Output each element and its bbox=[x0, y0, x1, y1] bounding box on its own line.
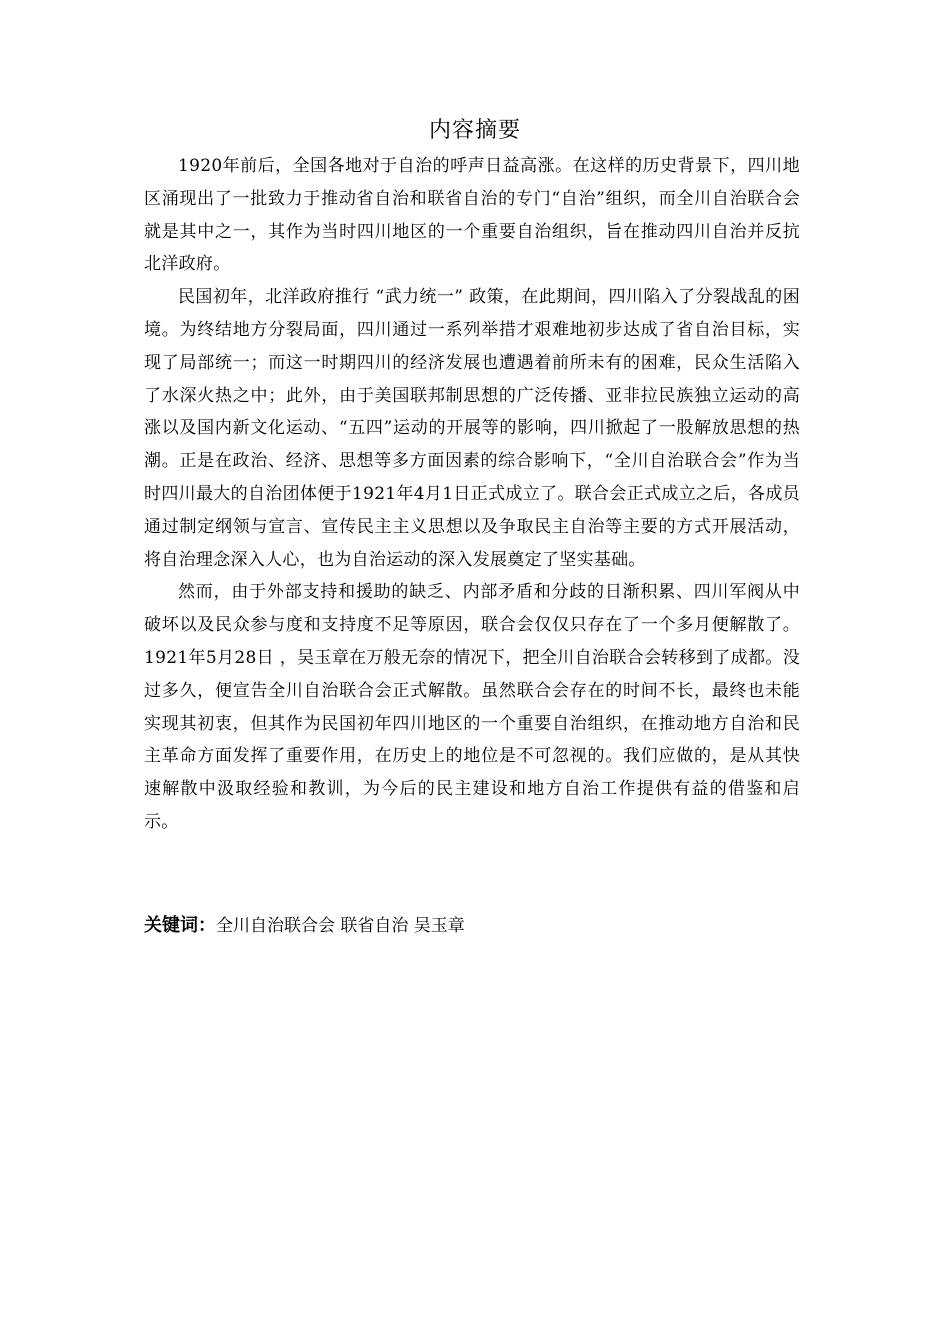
keywords-value: 全川自治联合会 联省自治 吴玉章 bbox=[216, 916, 465, 936]
abstract-paragraph-3: 然而，由于外部支持和援助的缺乏、内部矛盾和分歧的日渐积累、四川军阀从中破坏以及民众参与度和支持度不足等原因，联合会仅仅只存在了一个多月便解散了。1921年5月28日 ，吴玉章在万般无奈的情况下，把全川自治联合会转移到了成都。没过多久，便宣告全川自治联合会正式解散。虽然联合会存在的时间不长，最终也未能实现其初衷，但其作为民国初年四川地区的一个重要自治组织，在推动地方自治和民主革命方面发挥了重要作用，在历史上的地位是不可忽视的。我们应做的，是从其快速解散中汲取经验和教训，为今后的民主建设和地方自治工作提供有益的借鉴和启示。 bbox=[144, 582, 800, 832]
keywords-label: 关键词： bbox=[144, 915, 216, 936]
abstract-body bbox=[144, 150, 800, 839]
abstract-paragraph-1: 1920年前后，全国各地对于自治的呼声日益高涨。在这样的历史背景下，四川地区涌现出了一批致力于推动省自治和联省自治的专门“自治”组织，而全川自治联合会就是其中之一，其作为当时四川地区的一个重要自治组织，旨在推动四川自治并反抗北洋政府。 bbox=[144, 156, 800, 275]
abstract-title: 内容摘要 bbox=[428, 118, 521, 143]
abstract-paragraph-2: 民国初年，北洋政府推行 “武力统一” 政策，在此期间，四川陷入了分裂战乱的困境。为终结地方分裂局面，四川通过一系列举措才艰难地初步达成了省自治目标，实现了局部统一；而这一时期四川的经济发展也遭遇着前所未有的困难，民众生活陷入了水深火热之中；此外，由于美国联邦制思想的广泛传播、亚非拉民族独立运动的高涨以及国内新文化运动、“五四”运动的开展等的影响，四川掀起了一股解放思想的热潮。正是在政治、经济、思想等多方面因素的综合影响下，“全川自治联合会”作为当时四川最大的自治团体便于1921年4月1日正式成立了。联合会正式成立之后，各成员通过制定纲领与宣言、宣传民主主义思想以及争取民主自治等主要的方式开展活动，将自治理念深入人心，也为自治运动的深入发展奠定了坚实基础。 bbox=[144, 287, 800, 570]
keywords-line bbox=[144, 912, 800, 940]
